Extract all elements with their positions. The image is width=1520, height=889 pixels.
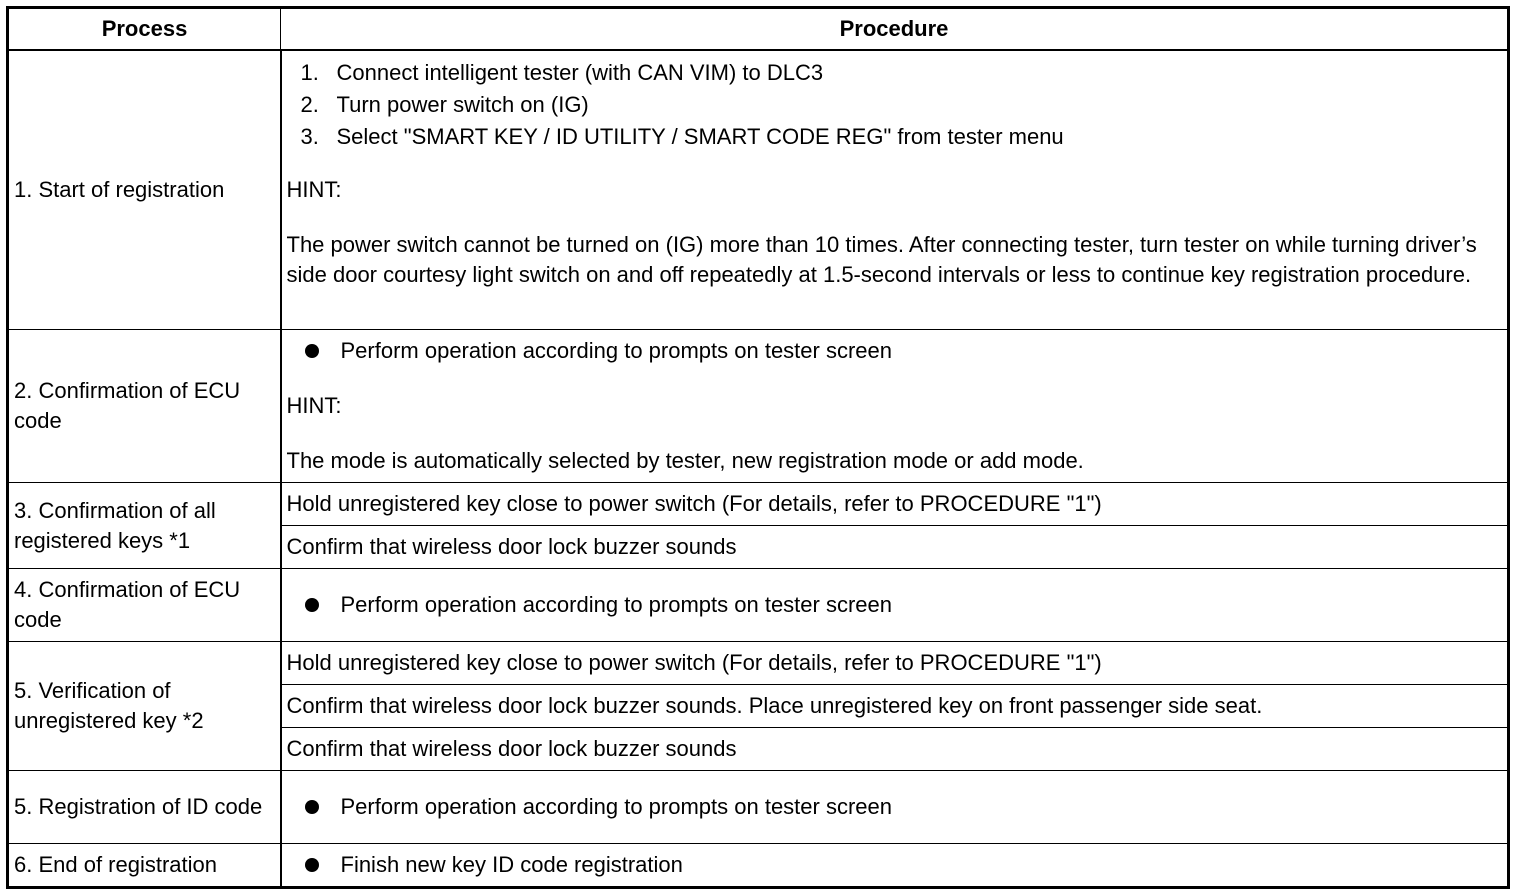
procedure-cell: Confirm that wireless door lock buzzer sounds. Place unregistered key on front passenger side seat. — [281, 685, 1509, 728]
table-row — [8, 50, 1509, 330]
table-row — [8, 844, 1509, 888]
hint-label: HINT: — [286, 177, 342, 202]
step-item — [301, 121, 1503, 153]
process-cell: 5. Verification of unregistered key *2 — [8, 642, 281, 771]
process-cell: 2. Confirmation of ECU code — [8, 330, 281, 483]
step-number: 1. — [300, 60, 319, 85]
bullet-icon — [305, 858, 319, 872]
header-process: Process — [8, 8, 281, 51]
step-text: Select "SMART KEY / ID UTILITY / SMART CODE REG" from tester menu — [336, 124, 1064, 149]
table-row — [8, 330, 1509, 483]
procedure-cell: Hold unregistered key close to power switch (For details, refer to PROCEDURE "1") — [281, 642, 1509, 685]
step-item — [301, 89, 1503, 121]
procedure-cell: Hold unregistered key close to power switch (For details, refer to PROCEDURE "1") — [281, 483, 1509, 526]
procedure-cell — [281, 569, 1509, 642]
bullet-item — [287, 792, 1503, 822]
process-cell: 4. Confirmation of ECU code — [8, 569, 281, 642]
hint-text: The mode is automatically selected by tester, new registration mode or add mode. — [286, 448, 1084, 473]
procedure-cell — [281, 844, 1509, 888]
bullet-text: Perform operation according to prompts on tester screen — [340, 592, 892, 617]
procedure-cell: Confirm that wireless door lock buzzer sounds — [281, 728, 1509, 771]
procedure-cell — [281, 771, 1509, 844]
process-cell: 6. End of registration — [8, 844, 281, 888]
process-cell: 1. Start of registration — [8, 50, 281, 330]
table-row — [8, 771, 1509, 844]
bullet-icon — [305, 344, 319, 358]
process-cell: 5. Registration of ID code — [8, 771, 281, 844]
procedure-table — [6, 6, 1510, 889]
step-number: 3. — [300, 124, 319, 149]
table-row — [8, 483, 1509, 526]
procedure-cell — [281, 330, 1509, 483]
procedure-cell: Confirm that wireless door lock buzzer sounds — [281, 526, 1509, 569]
hint-label: HINT: — [286, 393, 342, 418]
bullet-text: Perform operation according to prompts on tester screen — [340, 338, 892, 363]
bullet-item — [287, 590, 1503, 620]
process-cell: 3. Confirmation of all registered keys *1 — [8, 483, 281, 569]
bullet-text: Finish new key ID code registration — [340, 852, 683, 877]
table-row — [8, 569, 1509, 642]
bullet-text: Perform operation according to prompts on tester screen — [340, 794, 892, 819]
bullet-icon — [305, 800, 319, 814]
bullet-item — [287, 850, 1503, 880]
table-row — [8, 642, 1509, 685]
step-text: Turn power switch on (IG) — [336, 92, 589, 117]
procedure-cell — [281, 50, 1509, 330]
bullet-item — [287, 336, 1503, 366]
bullet-icon — [305, 598, 319, 612]
step-text: Connect intelligent tester (with CAN VIM) to DLC3 — [336, 60, 824, 85]
table-header-row — [8, 8, 1509, 51]
step-item — [301, 57, 1503, 89]
step-list — [287, 51, 1503, 153]
header-procedure: Procedure — [281, 8, 1509, 51]
step-number: 2. — [300, 92, 319, 117]
hint-text: The power switch cannot be turned on (IG) more than 10 times. After connecting tester, turn tester on while turning driver’s side door courtesy light switch on and off repeatedly at 1.5-second intervals or less to continue key registration procedure. — [286, 232, 1477, 287]
